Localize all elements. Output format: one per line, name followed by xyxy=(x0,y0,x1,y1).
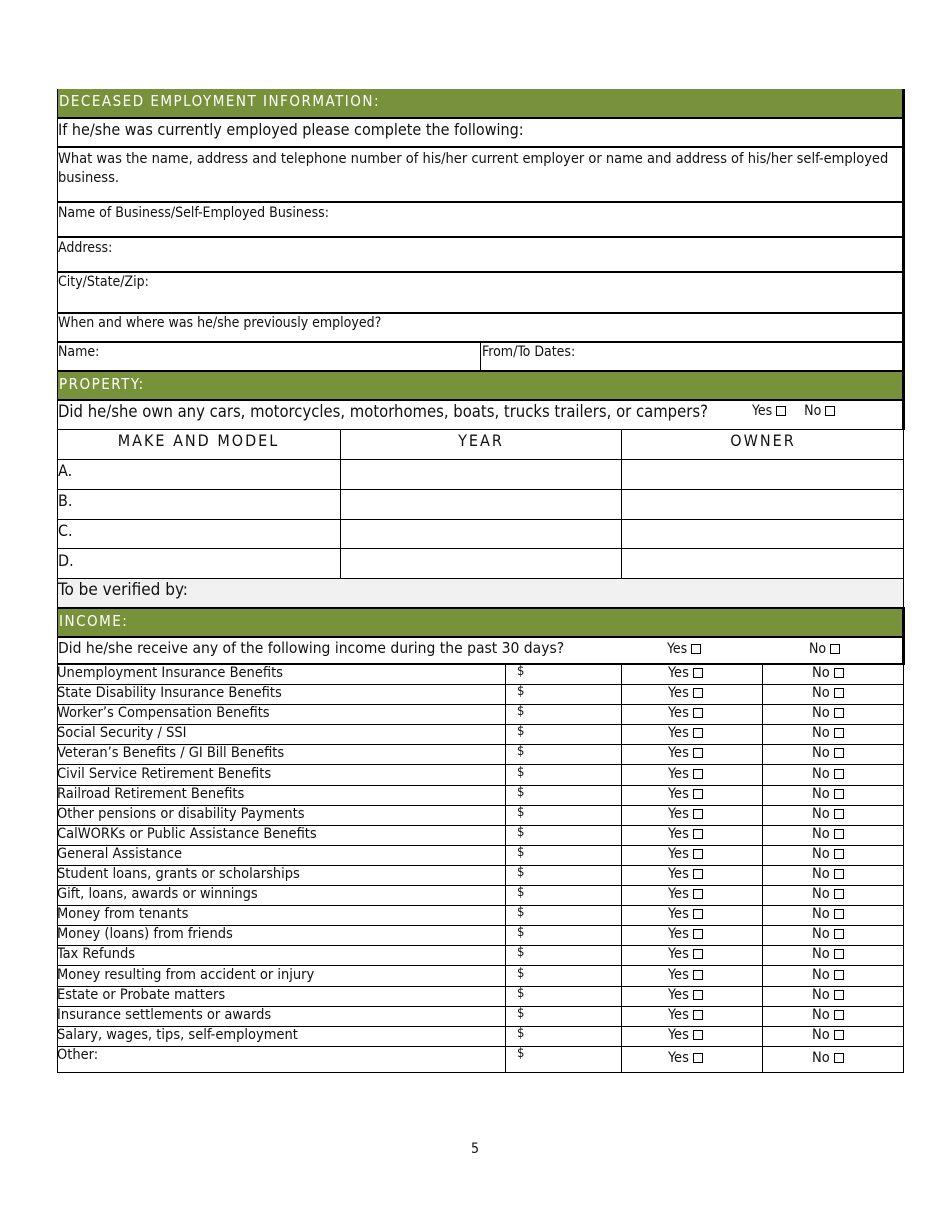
income-type-label: Veteran’s Benefits / GI Bill Benefits xyxy=(57,745,285,761)
income-type-label: Insurance settlements or awards xyxy=(57,1007,272,1023)
no-label: No xyxy=(812,745,830,761)
income-type-label: Money from tenants xyxy=(57,906,189,922)
income-section-header: INCOME: xyxy=(57,609,903,636)
income-no-option[interactable] xyxy=(812,705,844,721)
income-type-label: Other: xyxy=(57,1047,99,1063)
yes-checkbox[interactable] xyxy=(693,708,703,718)
no-label: No xyxy=(812,926,830,942)
income-amount-field[interactable]: $ xyxy=(517,1006,525,1021)
income-no-option[interactable] xyxy=(812,866,844,882)
vehicle-row-a[interactable]: A. xyxy=(58,461,73,480)
income-no-option[interactable] xyxy=(812,1050,844,1066)
income-no-option[interactable] xyxy=(812,846,844,862)
no-checkbox[interactable] xyxy=(834,708,844,718)
income-type-label: State Disability Insurance Benefits xyxy=(57,685,282,701)
income-yes-option[interactable] xyxy=(668,685,703,701)
income-amount-field[interactable]: $ xyxy=(517,966,525,981)
no-checkbox[interactable] xyxy=(834,829,844,839)
yes-label: Yes xyxy=(668,946,689,962)
income-amount-field[interactable]: $ xyxy=(517,805,525,820)
income-row xyxy=(57,765,904,785)
income-row xyxy=(57,825,904,845)
yes-label: Yes xyxy=(668,786,689,802)
yes-label: Yes xyxy=(668,987,689,1003)
no-checkbox[interactable] xyxy=(834,769,844,779)
income-type-label: Student loans, grants or scholarships xyxy=(57,866,300,882)
no-label: No xyxy=(812,906,830,922)
no-label: No xyxy=(812,1050,830,1066)
income-amount-field[interactable]: $ xyxy=(517,945,525,960)
income-type-label: Social Security / SSI xyxy=(57,725,187,741)
yes-checkbox[interactable] xyxy=(693,789,703,799)
vehicle-yes-label: Yes xyxy=(752,403,773,419)
yes-checkbox[interactable] xyxy=(693,728,703,738)
no-checkbox[interactable] xyxy=(834,748,844,758)
yes-checkbox[interactable] xyxy=(693,889,703,899)
income-type-label: Money (loans) from friends xyxy=(57,926,233,942)
income-type-label: Civil Service Retirement Benefits xyxy=(57,766,272,782)
income-amount-field[interactable]: $ xyxy=(517,925,525,940)
column-make-model: MAKE AND MODEL xyxy=(117,431,280,450)
income-yes-checkbox[interactable] xyxy=(691,644,701,654)
income-yes-option[interactable] xyxy=(668,745,703,761)
yes-label: Yes xyxy=(668,926,689,942)
income-type-label: Tax Refunds xyxy=(57,946,136,962)
income-amount-field[interactable]: $ xyxy=(517,845,525,860)
income-no-option[interactable] xyxy=(812,806,844,822)
income-type-label: Estate or Probate matters xyxy=(57,987,226,1003)
income-no-option[interactable] xyxy=(812,1027,844,1043)
income-type-label: Other pensions or disability Payments xyxy=(57,806,305,822)
income-amount-field[interactable]: $ xyxy=(517,785,525,800)
vehicle-ownership-question xyxy=(57,401,903,429)
yes-label: Yes xyxy=(668,766,689,782)
income-no-option[interactable] xyxy=(812,685,844,701)
yes-label: Yes xyxy=(668,665,689,681)
yes-checkbox[interactable] xyxy=(693,829,703,839)
income-row xyxy=(57,684,904,704)
employment-section-header: DECEASED EMPLOYMENT INFORMATION: xyxy=(57,89,903,118)
yes-label: Yes xyxy=(668,1007,689,1023)
income-no-option[interactable] xyxy=(812,826,844,842)
income-no-option[interactable] xyxy=(812,745,844,761)
income-no-option[interactable] xyxy=(812,1007,844,1023)
income-yes-option[interactable] xyxy=(668,806,703,822)
income-amount-field[interactable]: $ xyxy=(517,684,525,699)
income-yes-option[interactable] xyxy=(668,946,703,962)
city-state-zip-field[interactable]: City/State/Zip: xyxy=(58,274,149,290)
address-field[interactable]: Address: xyxy=(58,240,113,256)
vehicle-row-d[interactable]: D. xyxy=(58,551,74,570)
income-amount-field[interactable]: $ xyxy=(517,885,525,900)
verified-by-label: To be verified by: xyxy=(58,580,188,600)
income-row xyxy=(57,664,904,684)
no-label: No xyxy=(812,886,830,902)
no-label: No xyxy=(812,846,830,862)
yes-checkbox[interactable] xyxy=(693,929,703,939)
no-checkbox[interactable] xyxy=(834,668,844,678)
yes-label: Yes xyxy=(668,685,689,701)
vehicle-row-b[interactable]: B. xyxy=(58,491,73,510)
income-yes-option[interactable] xyxy=(668,786,703,802)
no-checkbox[interactable] xyxy=(834,1053,844,1063)
no-label: No xyxy=(812,866,830,882)
no-label: No xyxy=(812,705,830,721)
income-row xyxy=(57,885,904,905)
income-type-label: Gift, loans, awards or winnings xyxy=(57,886,258,902)
no-label: No xyxy=(812,725,830,741)
income-yes-option[interactable] xyxy=(668,866,703,882)
yes-label: Yes xyxy=(668,846,689,862)
yes-label: Yes xyxy=(668,1050,689,1066)
income-type-label: General Assistance xyxy=(57,846,183,862)
income-type-label: Railroad Retirement Benefits xyxy=(57,786,245,802)
yes-checkbox[interactable] xyxy=(693,688,703,698)
income-no-option[interactable] xyxy=(812,665,844,681)
no-label: No xyxy=(812,826,830,842)
vehicle-row-c[interactable]: C. xyxy=(58,521,73,540)
page-number: 5 xyxy=(470,1141,479,1157)
no-checkbox[interactable] xyxy=(834,909,844,919)
no-checkbox[interactable] xyxy=(834,889,844,899)
column-year: YEAR xyxy=(458,431,504,450)
no-label: No xyxy=(812,665,830,681)
income-type-label: Unemployment Insurance Benefits xyxy=(57,665,283,681)
income-yes-option[interactable] xyxy=(668,906,703,922)
yes-label: Yes xyxy=(668,725,689,741)
income-yes-option[interactable] xyxy=(668,967,703,983)
income-amount-field[interactable]: $ xyxy=(517,765,525,780)
income-no-option[interactable] xyxy=(812,926,844,942)
income-type-label: Salary, wages, tips, self-employment xyxy=(57,1027,298,1043)
yes-label: Yes xyxy=(668,967,689,983)
no-checkbox[interactable] xyxy=(834,990,844,1000)
income-type-label: Worker’s Compensation Benefits xyxy=(57,705,270,721)
income-no-option[interactable] xyxy=(812,967,844,983)
yes-checkbox[interactable] xyxy=(693,769,703,779)
yes-label: Yes xyxy=(668,806,689,822)
income-amount-field[interactable]: $ xyxy=(517,724,525,739)
yes-checkbox[interactable] xyxy=(693,909,703,919)
yes-label: Yes xyxy=(668,705,689,721)
business-name-field[interactable]: Name of Business/Self-Employed Business: xyxy=(58,205,329,221)
income-yes-option[interactable] xyxy=(668,1007,703,1023)
no-label: No xyxy=(812,685,830,701)
income-no-option[interactable] xyxy=(812,786,844,802)
income-row xyxy=(57,986,904,1006)
income-row xyxy=(57,744,904,764)
no-label: No xyxy=(812,766,830,782)
income-row xyxy=(57,805,904,825)
no-label: No xyxy=(812,1007,830,1023)
vehicle-no-checkbox[interactable] xyxy=(825,406,835,416)
vehicle-question-text: Did he/she own any cars, motorcycles, motorhomes, boats, trucks trailers, or campers? xyxy=(58,402,708,421)
income-amount-field[interactable]: $ xyxy=(517,664,525,679)
no-checkbox[interactable] xyxy=(834,728,844,738)
no-checkbox[interactable] xyxy=(834,809,844,819)
income-amount-field[interactable]: $ xyxy=(517,704,525,719)
income-amount-field[interactable]: $ xyxy=(517,1046,525,1061)
income-yes-label: Yes xyxy=(667,641,688,657)
yes-checkbox[interactable] xyxy=(693,1053,703,1063)
income-row xyxy=(57,925,904,945)
previous-employment-dates-field[interactable]: From/To Dates: xyxy=(482,344,576,360)
no-checkbox[interactable] xyxy=(834,970,844,980)
no-checkbox[interactable] xyxy=(834,849,844,859)
no-label: No xyxy=(812,786,830,802)
income-row xyxy=(57,1046,904,1072)
yes-checkbox[interactable] xyxy=(693,668,703,678)
no-label: No xyxy=(812,806,830,822)
income-yes-option[interactable] xyxy=(668,987,703,1003)
no-checkbox[interactable] xyxy=(834,869,844,879)
property-section-header: PROPERTY: xyxy=(57,372,903,399)
previous-employer-name-field[interactable]: Name: xyxy=(58,344,100,360)
yes-checkbox[interactable] xyxy=(693,970,703,980)
income-no-option[interactable] xyxy=(812,725,844,741)
no-label: No xyxy=(812,987,830,1003)
yes-checkbox[interactable] xyxy=(693,809,703,819)
income-row xyxy=(57,724,904,744)
income-yes-option[interactable] xyxy=(668,725,703,741)
yes-label: Yes xyxy=(668,826,689,842)
yes-checkbox[interactable] xyxy=(693,990,703,1000)
income-no-option[interactable] xyxy=(812,886,844,902)
income-yes-option[interactable] xyxy=(668,705,703,721)
vehicle-yes-checkbox[interactable] xyxy=(776,406,786,416)
no-label: No xyxy=(812,967,830,983)
income-yes-option[interactable] xyxy=(668,886,703,902)
yes-label: Yes xyxy=(668,906,689,922)
no-checkbox[interactable] xyxy=(834,949,844,959)
income-amount-field[interactable]: $ xyxy=(517,905,525,920)
employment-intro: If he/she was currently employed please complete the following: xyxy=(58,120,524,139)
income-type-label: Money resulting from accident or injury xyxy=(57,967,315,983)
income-row xyxy=(57,785,904,805)
income-no-option[interactable] xyxy=(812,906,844,922)
no-checkbox[interactable] xyxy=(834,789,844,799)
column-owner: OWNER xyxy=(730,431,796,450)
employer-question: What was the name, address and telephone number of his/her current employer or name and address of his/her self-employed business. xyxy=(58,151,889,186)
income-no-checkbox[interactable] xyxy=(830,644,840,654)
income-no-label: No xyxy=(809,641,827,657)
income-row xyxy=(57,1026,904,1046)
verified-by-field[interactable] xyxy=(57,579,904,608)
income-row xyxy=(57,704,904,724)
income-row xyxy=(57,845,904,865)
income-yes-option[interactable] xyxy=(668,846,703,862)
income-question-text: Did he/she receive any of the following income during the past 30 days? xyxy=(58,639,565,657)
income-yes-option[interactable] xyxy=(668,1050,703,1066)
income-row-divider xyxy=(57,1072,904,1073)
no-checkbox[interactable] xyxy=(834,688,844,698)
yes-checkbox[interactable] xyxy=(693,949,703,959)
income-row xyxy=(57,1006,904,1026)
income-no-option[interactable] xyxy=(812,766,844,782)
income-type-label: CalWORKs or Public Assistance Benefits xyxy=(57,826,317,842)
income-row xyxy=(57,966,904,986)
income-yes-option[interactable] xyxy=(668,766,703,782)
income-no-option[interactable] xyxy=(812,946,844,962)
income-row xyxy=(57,945,904,965)
income-row xyxy=(57,905,904,925)
no-label: No xyxy=(812,946,830,962)
yes-label: Yes xyxy=(668,1027,689,1043)
yes-checkbox[interactable] xyxy=(693,1010,703,1020)
yes-checkbox[interactable] xyxy=(693,849,703,859)
income-amount-field[interactable]: $ xyxy=(517,744,525,759)
previous-employment-question: When and where was he/she previously employed? xyxy=(58,315,382,331)
income-question xyxy=(57,638,903,663)
income-amount-field[interactable]: $ xyxy=(517,865,525,880)
no-checkbox[interactable] xyxy=(834,1010,844,1020)
income-amount-field[interactable]: $ xyxy=(517,825,525,840)
yes-checkbox[interactable] xyxy=(693,869,703,879)
income-row xyxy=(57,865,904,885)
yes-checkbox[interactable] xyxy=(693,748,703,758)
income-no-option[interactable] xyxy=(812,987,844,1003)
no-checkbox[interactable] xyxy=(834,1030,844,1040)
no-checkbox[interactable] xyxy=(834,929,844,939)
income-amount-field[interactable]: $ xyxy=(517,986,525,1001)
income-yes-option[interactable] xyxy=(668,1027,703,1043)
income-yes-option[interactable] xyxy=(668,826,703,842)
yes-label: Yes xyxy=(668,886,689,902)
no-label: No xyxy=(812,1027,830,1043)
yes-label: Yes xyxy=(668,745,689,761)
income-yes-option[interactable] xyxy=(668,926,703,942)
vehicle-no-label: No xyxy=(804,403,822,419)
yes-checkbox[interactable] xyxy=(693,1030,703,1040)
income-yes-option[interactable] xyxy=(668,665,703,681)
income-amount-field[interactable]: $ xyxy=(517,1026,525,1041)
yes-label: Yes xyxy=(668,866,689,882)
